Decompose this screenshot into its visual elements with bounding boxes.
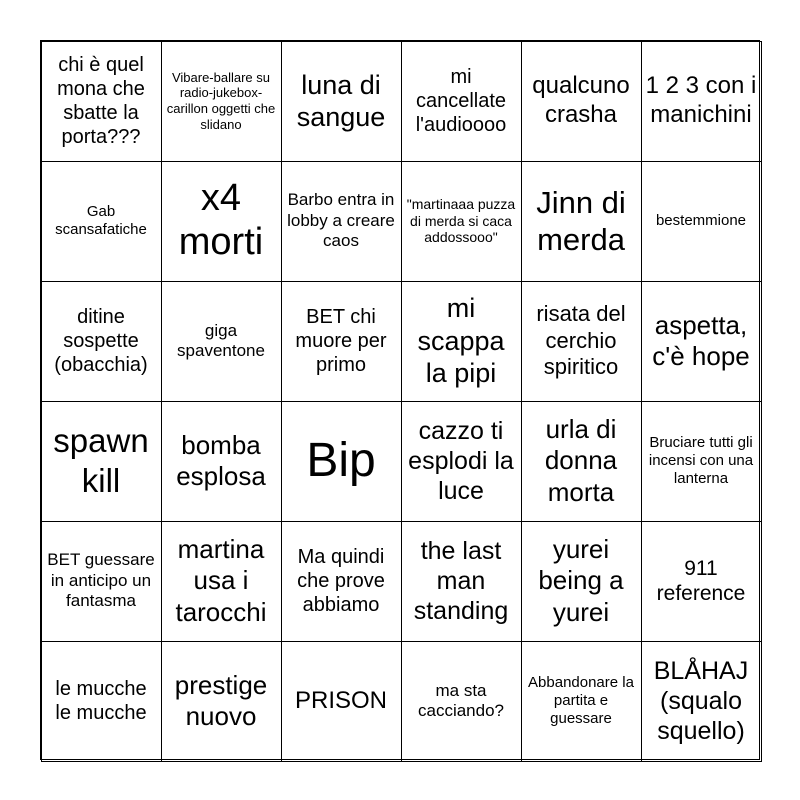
bingo-cell[interactable]: Bruciare tutti gli incensi con una lanterna (641, 401, 762, 522)
bingo-cell[interactable]: x4 morti (161, 161, 282, 282)
bingo-cell[interactable]: qualcuno crasha (521, 41, 642, 162)
bingo-cell[interactable]: PRISON (281, 641, 402, 762)
bingo-cell[interactable]: Bip (281, 401, 402, 522)
bingo-cell[interactable]: bestemmione (641, 161, 762, 282)
bingo-cell[interactable]: ditine sospette (obacchia) (41, 281, 162, 402)
bingo-cell[interactable]: BLÅHAJ (squalo squello) (641, 641, 762, 762)
bingo-cell[interactable]: BET chi muore per primo (281, 281, 402, 402)
bingo-cell[interactable]: Abbandonare la partita e guessare (521, 641, 642, 762)
bingo-cell[interactable]: chi è quel mona che sbatte la porta??? (41, 41, 162, 162)
bingo-cell[interactable]: bomba esplosa (161, 401, 282, 522)
bingo-cell[interactable]: aspetta, c'è hope (641, 281, 762, 402)
bingo-cell[interactable]: le mucche le mucche (41, 641, 162, 762)
bingo-cell[interactable]: martina usa i tarocchi (161, 521, 282, 642)
bingo-cell[interactable]: 1 2 3 con i manichini (641, 41, 762, 162)
bingo-cell[interactable]: urla di donna morta (521, 401, 642, 522)
bingo-board (40, 40, 760, 760)
bingo-cell[interactable]: cazzo ti esplodi la luce (401, 401, 522, 522)
bingo-cell[interactable]: mi scappa la pipi (401, 281, 522, 402)
bingo-cell[interactable]: yurei being a yurei (521, 521, 642, 642)
bingo-cell[interactable]: 911 reference (641, 521, 762, 642)
bingo-cell[interactable]: Vibare-ballare su radio-jukebox-carillon oggetti che slidano (161, 41, 282, 162)
bingo-cell[interactable]: spawn kill (41, 401, 162, 522)
bingo-cell[interactable]: Jinn di merda (521, 161, 642, 282)
bingo-cell[interactable]: risata del cerchio spiritico (521, 281, 642, 402)
bingo-cell[interactable]: "martinaaa puzza di merda si caca addossooo" (401, 161, 522, 282)
bingo-cell[interactable]: prestige nuovo (161, 641, 282, 762)
bingo-cell[interactable]: Gab scansafatiche (41, 161, 162, 282)
bingo-cell[interactable]: ma sta cacciando? (401, 641, 522, 762)
bingo-cell[interactable]: Ma quindi che prove abbiamo (281, 521, 402, 642)
bingo-cell[interactable]: Barbo entra in lobby a creare caos (281, 161, 402, 282)
bingo-cell[interactable]: the last man standing (401, 521, 522, 642)
bingo-cell[interactable]: giga spaventone (161, 281, 282, 402)
bingo-cell[interactable]: luna di sangue (281, 41, 402, 162)
bingo-cell[interactable]: BET guessare in anticipo un fantasma (41, 521, 162, 642)
bingo-cell[interactable]: mi cancellate l'audioooo (401, 41, 522, 162)
